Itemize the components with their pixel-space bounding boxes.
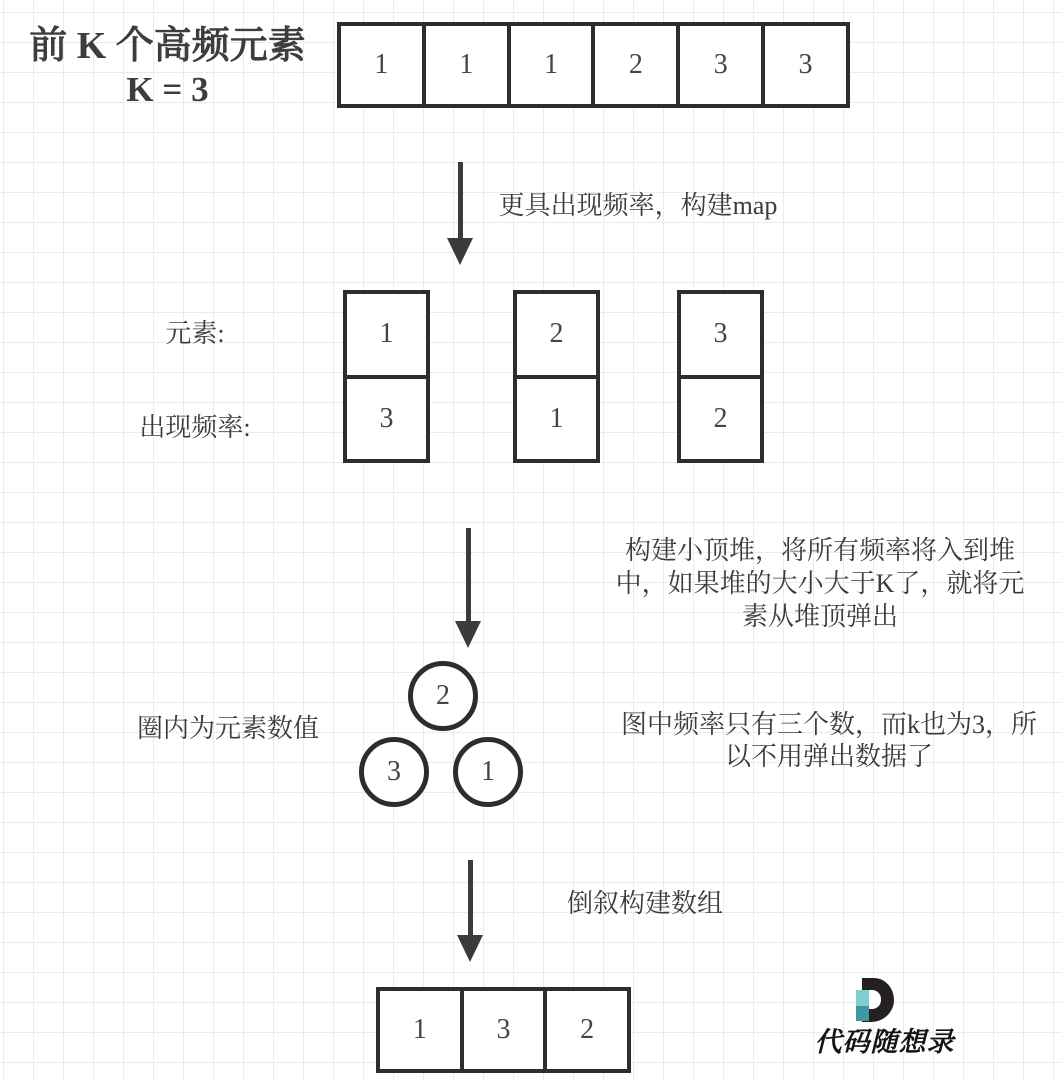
result-array-cell: 2	[543, 991, 627, 1069]
page-title	[10, 24, 325, 110]
down-arrow-step2	[455, 528, 481, 648]
input-array	[337, 22, 850, 108]
heap-right-note-line: 以不用弹出数据了	[724, 742, 933, 771]
map-entry-element: 3	[713, 318, 728, 350]
input-array-cell: 1	[422, 26, 507, 104]
result-array-cell: 1	[412, 1014, 427, 1045]
heap-node-root: 2	[408, 661, 478, 731]
heap-node-right: 1	[453, 737, 523, 807]
arrow-head-icon	[455, 621, 481, 648]
arrow-head-icon	[457, 935, 483, 962]
input-array-cell: 2	[591, 26, 676, 104]
map-entry-element: 2	[549, 318, 564, 350]
result-array-cell: 3	[460, 991, 544, 1069]
down-arrow-step3	[457, 860, 483, 962]
step2-label	[597, 534, 1043, 633]
down-arrow-step1	[447, 162, 473, 265]
step2-label-line: 中，如果堆的大小大于K了，就将元	[615, 569, 1025, 598]
map-frequency-label: 出现频率:	[139, 413, 251, 442]
heap-right-note-line: 图中频率只有三个数，而k也为3，所	[620, 710, 1037, 739]
map-entry-frequency: 1	[517, 375, 596, 460]
result-array	[376, 987, 631, 1073]
map-entry-element: 1	[379, 318, 394, 350]
step1-label: 更具出现频率，构建map	[498, 191, 778, 220]
logo-teal-accent-top	[856, 990, 869, 1006]
input-array-cell: 1	[507, 26, 592, 104]
input-array-cell: 3	[676, 26, 761, 104]
logo-d-icon	[855, 976, 903, 1026]
map-entry-frequency: 3	[347, 375, 426, 460]
title-line-1: 前 K 个高频元素	[29, 25, 306, 67]
heap-right-note	[606, 709, 1052, 773]
arrow-shaft	[466, 528, 471, 621]
map-entry-frequency: 2	[681, 375, 760, 460]
heap-node-left: 3	[359, 737, 429, 807]
step3-label: 倒叙构建数组	[566, 889, 723, 918]
title-line-2: K = 3	[126, 70, 209, 109]
step2-label-line: 构建小顶堆，将所有频率将入到堆	[624, 536, 1015, 565]
logo-teal-accent-bottom	[856, 1006, 869, 1021]
arrow-shaft	[458, 162, 463, 238]
step2-label-line: 素从堆顶弹出	[741, 602, 898, 631]
map-entry	[677, 290, 764, 463]
map-element-label: 元素:	[165, 319, 225, 348]
input-array-cell: 1	[374, 49, 389, 80]
arrow-head-icon	[447, 238, 473, 265]
input-array-cell: 3	[761, 26, 846, 104]
map-entry	[343, 290, 430, 463]
heap-left-note: 圈内为元素数值	[136, 714, 319, 743]
arrow-shaft	[468, 860, 473, 935]
logo-wordmark: 代码随想录	[814, 1027, 955, 1058]
map-entry	[513, 290, 600, 463]
